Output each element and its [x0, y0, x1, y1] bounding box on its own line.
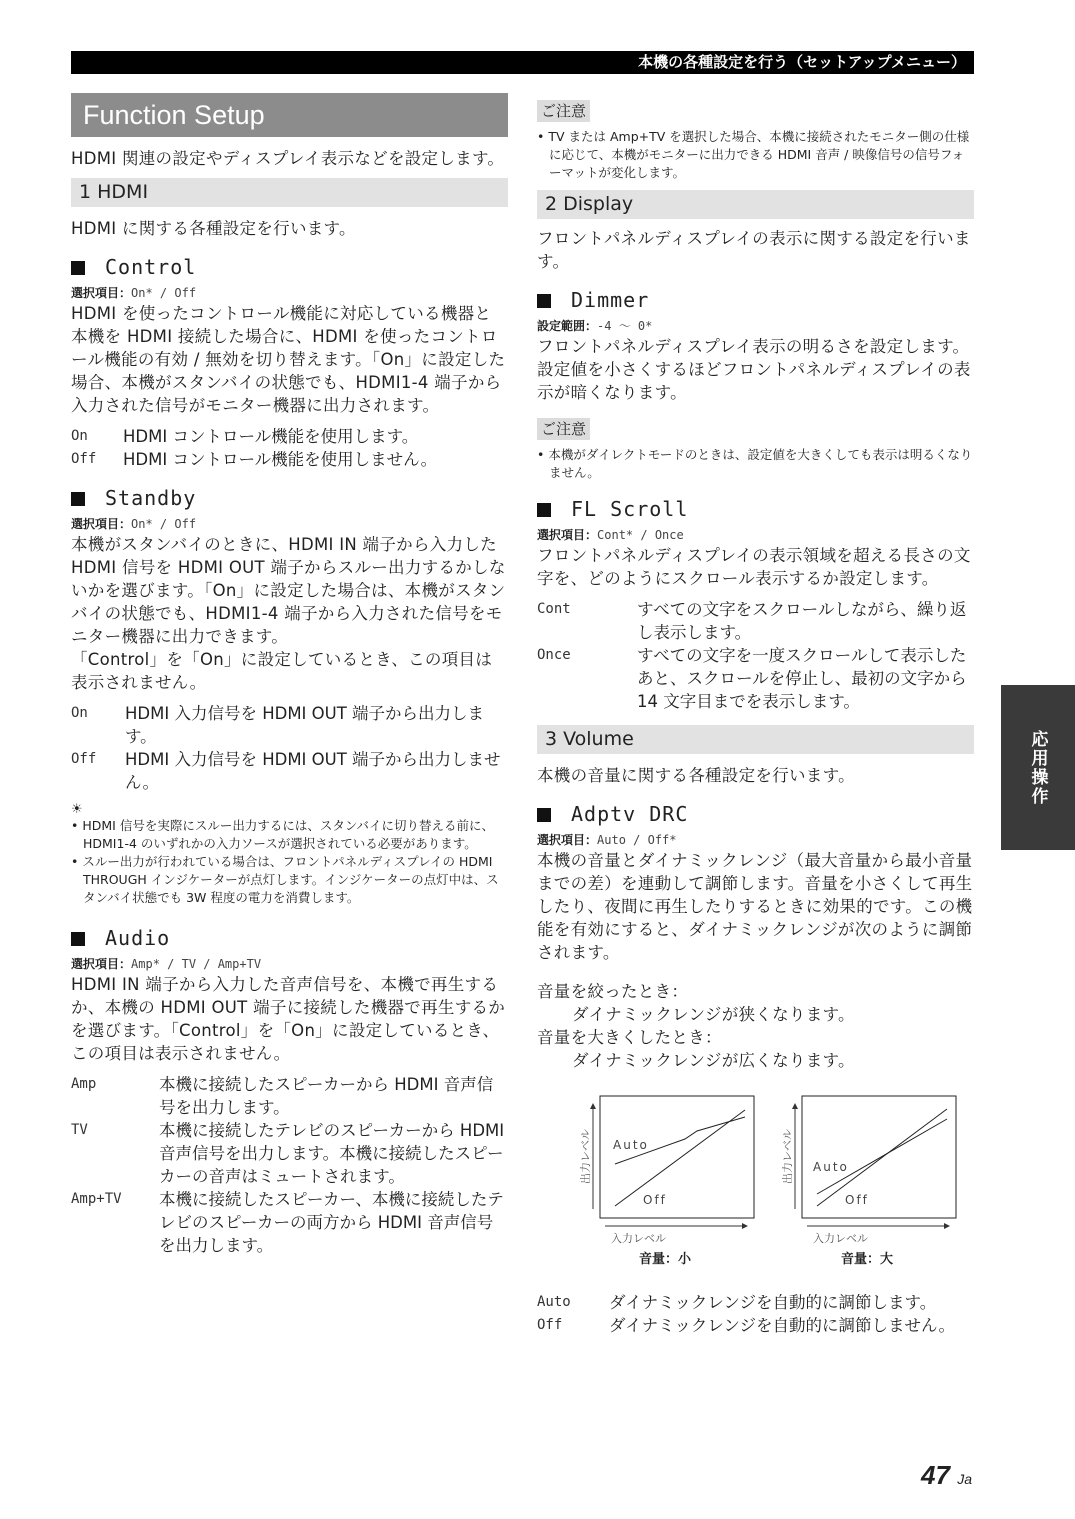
- drc-heading: Adptv DRC: [537, 801, 974, 827]
- drc-diagrams: [575, 1094, 974, 1267]
- drc-values: Auto ダイナミックレンジを自動的に調節します。 Off ダイナミックレンジを自動的に調節しません。: [537, 1293, 956, 1335]
- side-tab-advanced: 応用操作: [1001, 685, 1075, 850]
- drc-options: 選択項目：Auto / Off*: [537, 833, 677, 847]
- standby-notes: • HDMI 信号を実際にスルー出力するには、スタンバイに切り替える前に、HDMI1-4 のいずれかの入力ソースが選択されている必要があります。 • スルー出力が行われている場合は、フロントパネルディスプレイの HDMI THROUGH インジケーターが点灯します。インジケーターの点灯中は、スタンバイ状態でも 3W 程度の電力を消費します。: [71, 817, 508, 907]
- flscroll-body: フロントパネルディスプレイの表示領域を超える長さの文字を、どのようにスクロール表示するか設定します。: [537, 546, 971, 588]
- drc-high-label: 音量を大きくしたとき：: [537, 1028, 722, 1047]
- y-axis-label: 出力レベル: [579, 1129, 592, 1184]
- hdmi-desc: HDMI に関する各種設定を行います。: [71, 219, 356, 238]
- x-axis-label: 入力レベル: [813, 1232, 868, 1244]
- volume-desc: 本機の音量に関する各種設定を行います。: [537, 766, 855, 785]
- label-off: Off: [643, 1193, 667, 1207]
- drc-low-value: ダイナミックレンジが狭くなります。: [572, 1005, 855, 1024]
- standby-options: 選択項目：On* / Off: [71, 517, 197, 531]
- caution-audio: • TV または Amp+TV を選択した場合、本機に接続されたモニター側の仕様に応じて、本機がモニターに出力できる HDMI 音声 / 映像信号の信号フォーマットが変化します。: [537, 128, 974, 182]
- control-body: HDMI を使ったコントロール機能に対応している機器と本機を HDMI 接続した場合に、HDMI を使ったコントロール機能の有効 / 無効を切り替えます。「On」に設定した場合、本機がスタンバイの状態でも、HDMI1-4 端子から入力された信号がモニター機器に出力されます。: [71, 304, 506, 415]
- dimmer-heading: Dimmer: [537, 287, 974, 313]
- standby-values: On HDMI 入力信号を HDMI OUT 端子から出力します。 Off HDMI 入力信号を HDMI OUT 端子から出力しません。: [71, 704, 501, 792]
- section-volume: 3 Volume: [537, 725, 974, 754]
- y-axis-label: 出力レベル: [781, 1129, 794, 1184]
- x-axis-label: 入力レベル: [611, 1232, 666, 1244]
- dimmer-range: 設定範囲：-4 ～ 0*: [537, 319, 653, 333]
- diagram-volume-low: [575, 1094, 755, 1267]
- flscroll-values: Cont すべての文字をスクロールしながら、繰り返し表示します。 Once すべての文字を一度スクロールして表示したあと、スクロールを停止し、最初の文字から 14 文字目までを表示します。: [537, 600, 967, 711]
- drc-low-label: 音量を絞ったとき：: [537, 982, 689, 1001]
- standby-body2: 「Control」を「On」に設定しているとき、この項目は表示されません。: [71, 650, 493, 692]
- caution-dimmer: • 本機がダイレクトモードのときは、設定値を大きくしても表示は明るくなりません。: [537, 446, 974, 482]
- control-values: On HDMI コントロール機能を使用します。 Off HDMI コントロール機能を使用しません。: [71, 427, 438, 469]
- label-off: Off: [845, 1193, 869, 1207]
- label-auto: Auto: [813, 1160, 849, 1174]
- caption-low: 音量：小: [638, 1252, 691, 1267]
- caution-label: ご注意: [537, 100, 590, 122]
- standby-heading: Standby: [71, 485, 508, 511]
- label-auto: Auto: [613, 1138, 649, 1152]
- drc-body: 本機の音量とダイナミックレンジ（最大音量から最小音量までの差）を連動して調節します。音量を小さくして再生したり、夜間に再生したりするときに効果的です。この機能を有効にすると、ダイナミックレンジが次のように調節されます。: [537, 851, 973, 962]
- section-display: 2 Display: [537, 190, 974, 219]
- flscroll-heading: FL Scroll: [537, 496, 974, 522]
- control-options: 選択項目：On* / Off: [71, 286, 197, 300]
- page-title: Function Setup: [71, 93, 508, 137]
- running-header: 本機の各種設定を行う（セットアップメニュー）: [71, 51, 974, 74]
- right-column: [537, 100, 974, 1337]
- audio-body: HDMI IN 端子から入力した音声信号を、本機で再生するか、本機の HDMI OUT 端子に接続した機器で再生するかを選びます。「Control」を「On」に設定しているとき、この項目は表示されません。: [71, 975, 506, 1063]
- caption-high: 音量：大: [840, 1252, 893, 1267]
- audio-heading: Audio: [71, 925, 508, 951]
- diagram-volume-high: [777, 1094, 957, 1267]
- drc-high-value: ダイナミックレンジが広くなります。: [572, 1051, 855, 1070]
- flscroll-options: 選択項目：Cont* / Once: [537, 528, 684, 542]
- control-heading: Control: [71, 254, 508, 280]
- dimmer-body: フロントパネルディスプレイ表示の明るさを設定します。設定値を小さくするほどフロントパネルディスプレイの表示が暗くなります。: [537, 337, 971, 402]
- intro-text: HDMI 関連の設定やディスプレイ表示などを設定します。: [71, 149, 505, 168]
- hint-icon: ☀: [71, 802, 83, 817]
- audio-options: 選択項目：Amp* / TV / Amp+TV: [71, 957, 262, 971]
- caution-label-2: ご注意: [537, 418, 590, 440]
- page-number: 47 Ja: [921, 1460, 972, 1490]
- left-column: [71, 93, 508, 1257]
- audio-values: Amp 本機に接続したスピーカーから HDMI 音声信号を出力します。 TV 本機に接続したテレビのスピーカーから HDMI 音声信号を出力します。本機に接続したスピーカーの音声はミュートされます。 Amp+TV 本機に接続したスピーカー、本機に接続したテレビのスピーカーの両方から HDMI 音声信号を出力します。: [71, 1075, 505, 1255]
- section-hdmi: 1 HDMI: [71, 178, 508, 207]
- standby-body: 本機がスタンバイのときに、HDMI IN 端子から入力した HDMI 信号を HDMI OUT 端子からスルー出力するかしないかを選びます。「On」に設定した場合は、本機がスタンバイの状態でも、HDMI1-4 端子から入力された信号をモニター機器に出力できます。: [71, 535, 506, 646]
- display-desc: フロントパネルディスプレイの表示に関する設定を行います。: [537, 229, 971, 271]
